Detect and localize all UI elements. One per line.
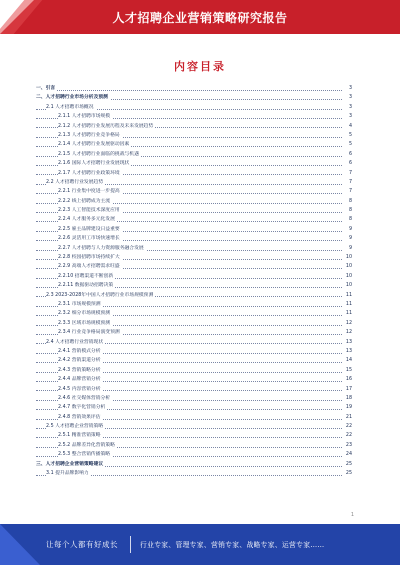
toc-entry-page: 7	[342, 169, 352, 178]
toc-entry-title: 2.1.4 人才招聘行业发展驱动因素	[58, 142, 130, 148]
table-of-contents	[36, 84, 352, 478]
toc-entry[interactable]	[36, 413, 352, 422]
toc-entry[interactable]	[36, 159, 352, 168]
toc-entry-page: 6	[342, 150, 352, 159]
footer-slogan: 让每个人都有好成长	[46, 540, 118, 549]
toc-entry-page: 14	[342, 356, 352, 365]
toc-entry[interactable]	[36, 169, 352, 178]
toc-entry-page: 3	[342, 93, 352, 102]
toc-entry-title: 2.4.8 营销效果评估	[58, 414, 101, 420]
toc-entry-page: 10	[342, 253, 352, 262]
toc-entry-page: 19	[342, 403, 352, 412]
toc-entry-title: 2.2.1 行业集中度进一步提高	[58, 189, 120, 195]
toc-entry[interactable]	[36, 197, 352, 206]
toc-entry-title: 2.2.7 人才招聘与人力资源服务融合发展	[58, 245, 144, 251]
toc-entry-page: 25	[342, 469, 352, 478]
toc-entry-page: 21	[342, 413, 352, 422]
toc-entry-page: 10	[342, 262, 352, 271]
toc-entry-title: 2.5.1 精准营销策略	[58, 433, 101, 439]
toc-entry[interactable]	[36, 103, 352, 112]
toc-entry[interactable]	[36, 140, 352, 149]
toc-entry-title: 2.4.2 营销渠道分析	[58, 358, 101, 364]
toc-entry[interactable]	[36, 403, 352, 412]
toc-entry[interactable]	[36, 131, 352, 140]
toc-entry-page: 9	[342, 225, 352, 234]
toc-entry[interactable]	[36, 469, 352, 478]
toc-entry[interactable]	[36, 262, 352, 271]
toc-entry-page: 18	[342, 394, 352, 403]
toc-entry-title: 2.2.9 高端人才招聘需求旺盛	[58, 264, 120, 270]
toc-entry-title: 2.2.4 人才服务多元化发展	[58, 217, 115, 223]
toc-entry-title: 2.4.7 数字化营销分析	[58, 405, 106, 411]
toc-leader-dots	[36, 90, 342, 91]
toc-entry-page: 25	[342, 460, 352, 469]
toc-entry[interactable]	[36, 291, 352, 300]
toc-entry-page: 8	[342, 215, 352, 224]
toc-entry[interactable]	[36, 93, 352, 102]
toc-entry-title: 2.2.5 雇主品牌建设日益重要	[58, 226, 120, 232]
toc-entry[interactable]	[36, 385, 352, 394]
toc-entry-page: 13	[342, 338, 352, 347]
toc-entry-title: 2.1.3 人才招聘行业竞争格局	[58, 132, 120, 138]
toc-entry[interactable]	[36, 450, 352, 459]
toc-entry-page: 6	[342, 159, 352, 168]
toc-entry-page: 7	[342, 178, 352, 187]
toc-entry-title: 2.4.1 营销模式分析	[58, 348, 101, 354]
toc-entry-title: 一、引言	[36, 86, 56, 91]
footer-accent-decoration	[0, 524, 40, 565]
toc-entry-title: 2.2.10 招聘渠道不断创新	[58, 273, 114, 279]
toc-entry[interactable]	[36, 375, 352, 384]
toc-entry[interactable]	[36, 122, 352, 131]
toc-entry[interactable]	[36, 187, 352, 196]
toc-entry-page: 17	[342, 385, 352, 394]
toc-entry[interactable]	[36, 422, 352, 431]
toc-entry[interactable]	[36, 431, 352, 440]
toc-entry[interactable]	[36, 253, 352, 262]
toc-entry-title: 2.2.6 灵活用工市场快速增长	[58, 236, 120, 242]
toc-entry-title: 2.2.3 人工智能技术深度应用	[58, 208, 120, 214]
toc-entry[interactable]	[36, 206, 352, 215]
toc-entry-title: 2.1.1 人才招聘市场规模	[58, 114, 111, 120]
toc-entry[interactable]	[36, 272, 352, 281]
toc-entry-title: 2.3.4 行业竞争格局演变预测	[58, 330, 120, 336]
toc-entry[interactable]	[36, 356, 352, 365]
toc-entry-title: 2.5 人才招聘企业营销策略	[46, 424, 104, 430]
toc-entry-page: 5	[342, 140, 352, 149]
toc-entry-page: 13	[342, 347, 352, 356]
toc-entry-title: 2.5.3 整合营销传播策略	[58, 452, 111, 458]
toc-entry-title: 2.4.4 品牌营销分析	[58, 377, 101, 383]
toc-entry[interactable]	[36, 366, 352, 375]
toc-entry-title: 2.5.2 品牌差异化营销策略	[58, 442, 115, 448]
toc-entry-title: 2.3 2023-2028年中国人才招聘行业市场规模预测	[46, 292, 154, 298]
toc-entry-page: 9	[342, 234, 352, 243]
toc-entry[interactable]	[36, 347, 352, 356]
toc-entry[interactable]	[36, 460, 352, 469]
toc-entry-page: 23	[342, 441, 352, 450]
toc-entry-title: 2.4.6 社交媒体营销分析	[58, 395, 111, 401]
toc-entry-page: 15	[342, 366, 352, 375]
toc-entry-title: 2.1.5 人才招聘行业面临的挑战与机遇	[58, 151, 139, 157]
toc-entry[interactable]	[36, 234, 352, 243]
toc-entry[interactable]	[36, 178, 352, 187]
page-number: 1	[350, 512, 354, 518]
toc-entry-title: 2.4.3 营销策略分析	[58, 367, 101, 373]
toc-entry-page: 22	[342, 422, 352, 431]
toc-entry-page: 22	[342, 431, 352, 440]
report-header	[0, 0, 400, 34]
toc-entry-page: 8	[342, 197, 352, 206]
toc-entry-page: 4	[342, 122, 352, 131]
toc-entry[interactable]	[36, 309, 352, 318]
toc-entry-page: 5	[342, 131, 352, 140]
toc-entry[interactable]	[36, 150, 352, 159]
toc-entry-title: 2.1 人才招聘市场概况	[46, 104, 94, 110]
toc-entry-title: 2.3.1 市场规模预测	[58, 301, 101, 307]
toc-entry[interactable]	[36, 281, 352, 290]
toc-entry-page: 3	[342, 84, 352, 93]
toc-entry-title: 2.1.2 人才招聘行业发展历程及未来发展趋势	[58, 123, 154, 129]
toc-entry-title: 2.4.5 内容营销分析	[58, 386, 101, 392]
report-title: 人才招聘企业营销策略研究报告	[112, 11, 288, 25]
toc-entry[interactable]	[36, 328, 352, 337]
toc-entry[interactable]	[36, 112, 352, 121]
toc-entry-page: 24	[342, 450, 352, 459]
footer-divider	[130, 536, 131, 553]
toc-entry-page: 11	[342, 291, 352, 300]
toc-entry[interactable]	[36, 244, 352, 253]
toc-entry-page: 12	[342, 328, 352, 337]
toc-entry[interactable]	[36, 215, 352, 224]
toc-entry-title: 2.2.8 校园招聘市场持续扩大	[58, 255, 120, 261]
footer-tagline: 行业专家、管理专家、营销专家、战略专家、运营专家……	[140, 541, 325, 549]
toc-entry[interactable]	[36, 319, 352, 328]
toc-heading: 内容目录	[174, 60, 226, 73]
toc-entry-title: 2.2 人才招聘行业发展趋势	[46, 179, 104, 185]
toc-entry-page: 16	[342, 375, 352, 384]
toc-entry-page: 3	[342, 103, 352, 112]
toc-entry-title: 三、人才招聘企业营销策略建议	[36, 461, 104, 467]
toc-entry-page: 12	[342, 319, 352, 328]
toc-entry[interactable]	[36, 300, 352, 309]
toc-entry[interactable]	[36, 441, 352, 450]
toc-entry-page: 9	[342, 244, 352, 253]
toc-entry[interactable]	[36, 338, 352, 347]
toc-entry-page: 7	[342, 187, 352, 196]
toc-entry-page: 8	[342, 206, 352, 215]
toc-entry-title: 3.1 提升品牌影响力	[46, 471, 89, 477]
toc-entry[interactable]	[36, 225, 352, 234]
toc-entry-page: 11	[342, 309, 352, 318]
toc-entry-title: 2.2.2 线上招聘成为主流	[58, 198, 111, 204]
toc-entry-title: 2.1.6 国际人才招聘行业发展现状	[58, 161, 130, 167]
toc-entry-title: 2.3.3 区域市场规模预测	[58, 320, 111, 326]
toc-entry-title: 二、人才招聘行业市场分析及预测	[36, 95, 108, 101]
toc-entry-title: 2.2.11 数据驱动招聘决策	[58, 283, 114, 289]
report-footer	[0, 524, 400, 565]
toc-entry[interactable]	[36, 84, 352, 93]
toc-entry-title: 2.1.7 人才招聘行业政策环境	[58, 170, 120, 176]
toc-entry-title: 2.3.2 细分市场规模预测	[58, 311, 111, 317]
toc-entry-page: 10	[342, 281, 352, 290]
toc-entry-title: 2.4 人才招聘行业营销现状	[46, 339, 104, 345]
toc-entry[interactable]	[36, 394, 352, 403]
toc-entry-page: 3	[342, 112, 352, 121]
toc-entry-page: 11	[342, 300, 352, 309]
toc-entry-page: 10	[342, 272, 352, 281]
